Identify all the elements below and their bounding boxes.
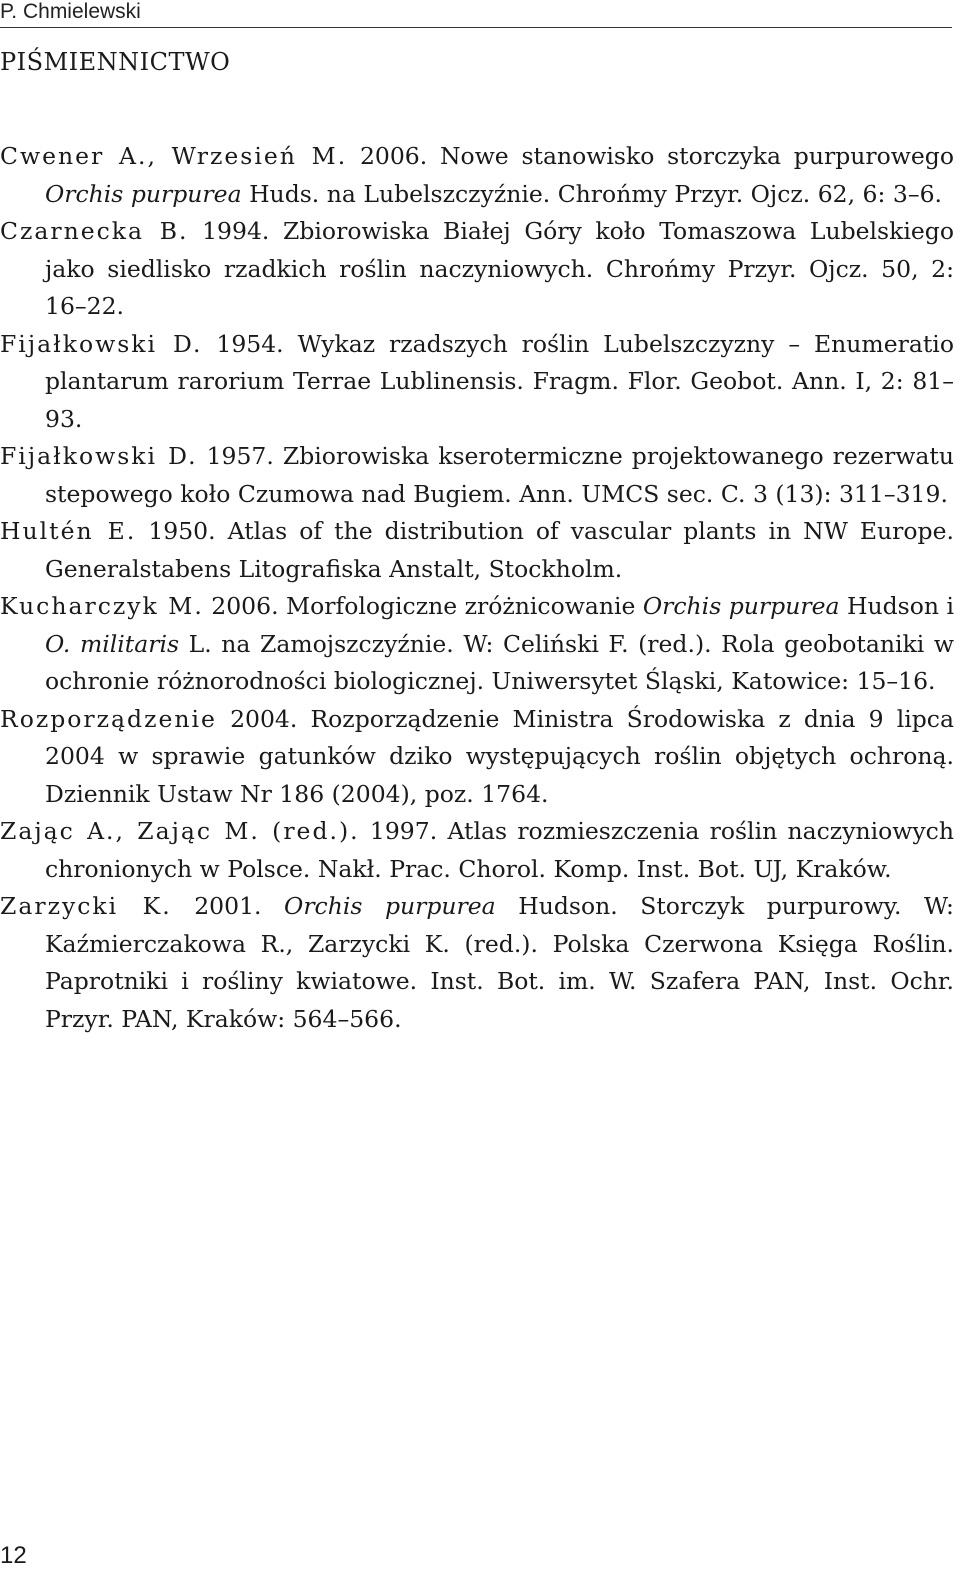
reference-text-continued: Hudson i [839,592,954,620]
page-number: 12 [0,1542,27,1569]
reference-item [0,701,954,814]
reference-year: 2001. [194,892,262,920]
reference-year: 1950. [148,517,216,545]
reference-species: Orchis purpurea [642,592,840,620]
reference-text: Atlas of the distribution of vascular plants in NW Europe. Generalstabens Litografiska Anstalt, Stockholm. [45,517,954,583]
reference-author: Fijałkowski D. [0,442,198,470]
section-title: PIŚMIENNICTWO [0,48,231,76]
reference-item [0,888,954,1038]
reference-year: 1994. [202,217,270,245]
reference-text: Zbiorowiska kserotermiczne projektowanego rezerwatu stepowego koło Czumowa nad Bugiem. Ann. UMCS sec. C. 3 (13): 311–319. [45,442,954,508]
reference-text: Morfologiczne zróżnicowanie [286,592,643,620]
reference-item [0,513,954,588]
reference-list [0,138,954,1038]
reference-species-second: O. militaris [45,629,180,658]
reference-text-continued: Hudson. Storczyk purpurowy. W: Kaźmierczakowa R., Zarzycki K. (red.). Polska Czerwona Księga Roślin. Paprotniki i rośliny kwiatowe. Inst. Bot. im. W. Szafera PAN, Inst. Ochr. Przyr. PAN, Kraków: 564–566. [45,892,954,1033]
reference-year: 2006. [359,142,428,170]
reference-text-end: L. na Zamojszczyźnie. W: Celiński F. (red.). Rola geobotaniki w ochronie różnorodności biologicznej. Uniwersytet Śląski, Katowice: 15–16. [45,629,954,695]
header-divider [0,27,952,28]
reference-item [0,588,954,701]
reference-item [0,213,954,326]
reference-text-continued: Huds. na Lubelszczyźnie. Chrońmy Przyr. Ojcz. 62, 6: 3–6. [241,179,942,208]
reference-year: 1954. [216,329,284,358]
reference-author: Cwener A., Wrzesień M. [0,142,348,170]
reference-author: Zając A., Zając M. (red.). [0,817,360,845]
reference-item [0,438,954,513]
reference-author: Fijałkowski D. [0,329,203,358]
running-header: P. Chmielewski [0,0,141,23]
reference-author: Rozporządzenie [0,704,217,733]
reference-author: Hultén E. [0,517,137,545]
reference-item [0,326,954,439]
reference-item [0,138,954,213]
reference-text: Nowe stanowisko storczyka purpurowego [439,142,954,170]
reference-year: 1997. [369,817,438,845]
reference-author: Czarnecka B. [0,217,189,245]
reference-text: Rozporządzenie Ministra Środowiska z dnia 9 lipca 2004 w sprawie gatunków dziko występujących roślin objętych ochroną. Dziennik Ustaw Nr 186 (2004), poz. 1764. [45,704,954,808]
reference-item [0,813,954,888]
reference-text: Atlas rozmieszczenia roślin naczyniowych chronionych w Polsce. Nakł. Prac. Chorol. Komp. Inst. Bot. UJ, Kraków. [45,817,954,883]
reference-author: Zarzycki K. [0,892,172,920]
reference-year: 2004. [230,704,298,733]
reference-year: 1957. [206,442,274,470]
reference-year: 2006. [211,592,279,620]
reference-author: Kucharczyk M. [0,592,204,620]
reference-species: Orchis purpurea [45,179,242,208]
reference-text: Zbiorowiska Białej Góry koło Tomaszowa Lubelskiego jako siedlisko rzadkich roślin naczyniowych. Chrońmy Przyr. Ojcz. 50, 2: 16–22. [45,217,954,320]
reference-species: Orchis purpurea [284,892,496,920]
reference-text: Wykaz rzadszych roślin Lubelszczyzny – Enumeratio plantarum rarorium Terrae Lublinensis. Fragm. Flor. Geobot. Ann. I, 2: 81–93. [45,329,954,433]
